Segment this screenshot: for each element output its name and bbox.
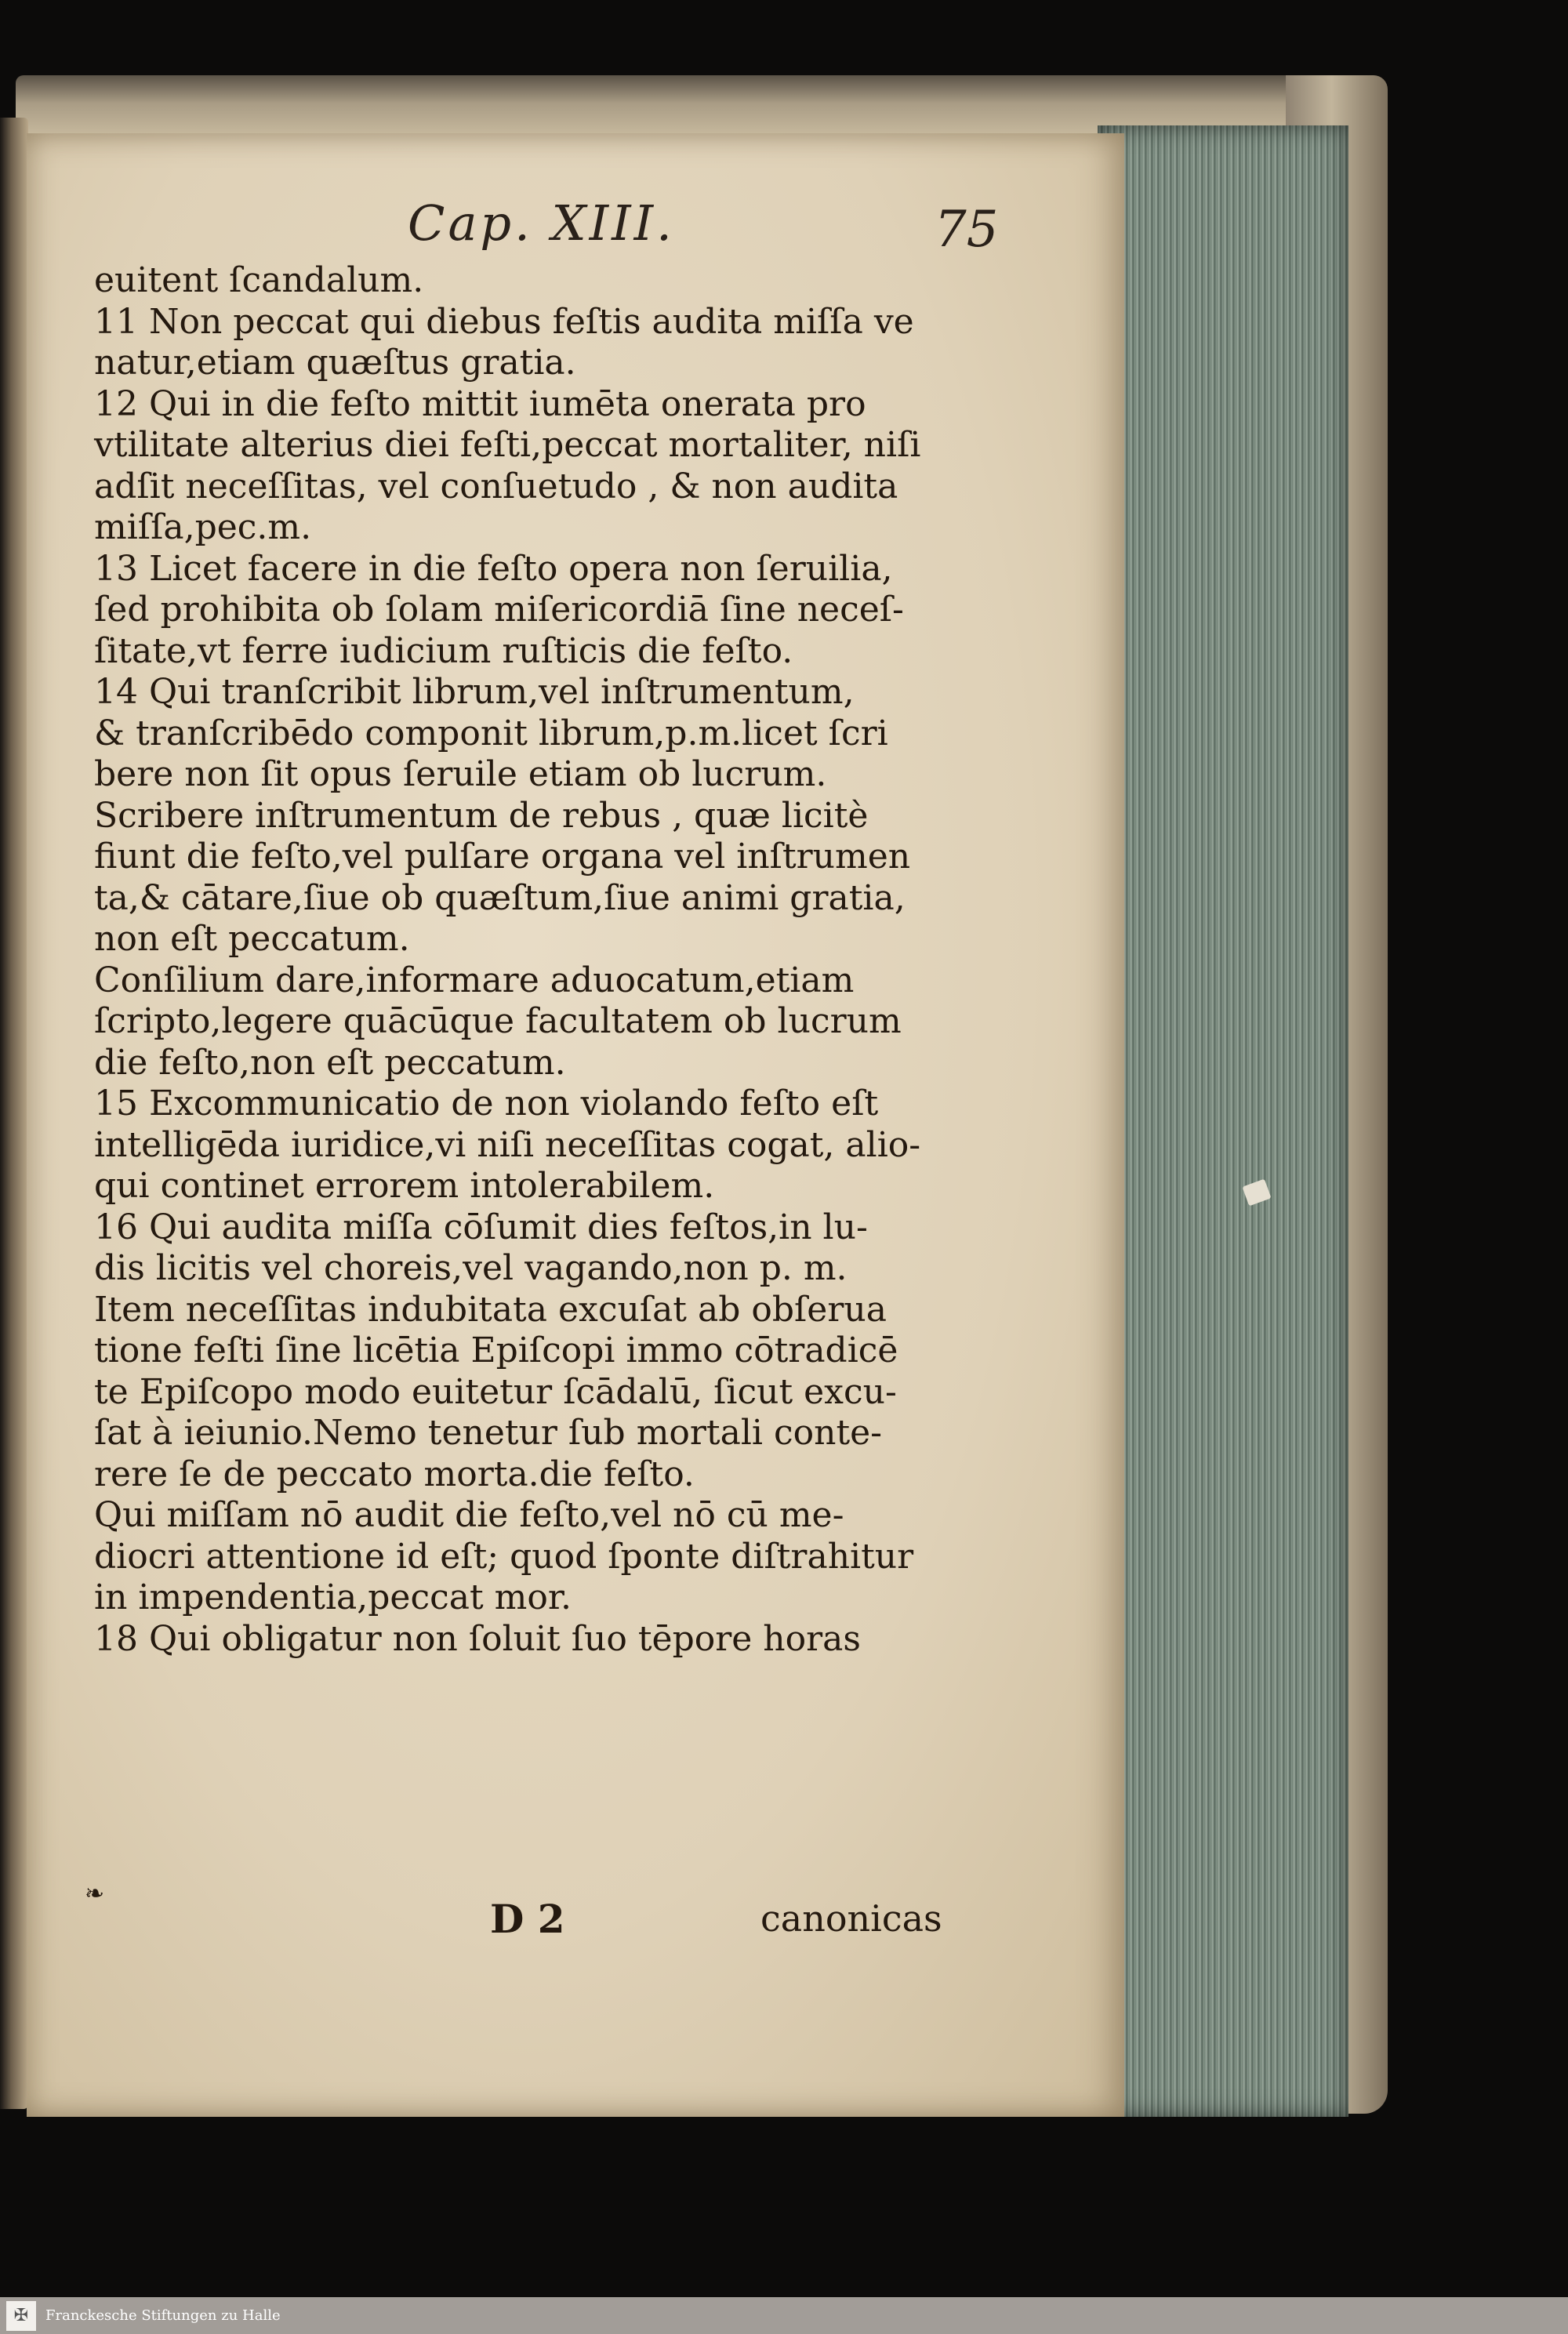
page-number: 75 [935,201,999,259]
text-line: Conſilium dare,informare aduocatum,etiam [94,960,855,1000]
text-line: Scribere inſtrumentum de rebus , quæ licitè [94,795,869,836]
franckesche-logo-icon: ✠ [6,2301,36,2331]
text-line: te Epiſcopo modo euitetur ſcādalū, ſicut excu- [94,1371,897,1412]
running-head: Cap. XIII. [408,194,675,252]
text-line: vtilitate alterius diei feſti,peccat mortaliter, niſi [94,425,921,465]
text-line: non eſt peccatum. [94,919,410,959]
text-line: 15 Excommunicatio de non violando feſto eſt [94,1084,879,1123]
left-page-edge [0,118,28,2109]
text-line: 12 Qui in die feſto mittit iumēta onerata pro [94,383,866,424]
text-line: & tranſcribēdo componit librum,p.m.licet ſcri [94,713,888,753]
text-line: dis licitis vel choreis,vel vagando,non p. m. [94,1248,848,1288]
text-line: Qui miſſam nō audit die feſto,vel nō cū me- [94,1495,844,1535]
printer-mark: ❧ [85,1880,105,1907]
text-line: natur,etiam quæſtus gratia. [94,343,576,383]
catchword: canonicas [760,1897,942,1940]
text-line: intelligēda iuridice,vi niſi neceſſitas cogat, alio- [94,1124,921,1165]
text-line: miſſa,pec.m. [94,507,312,547]
text-line: 16 Qui audita miſſa cōſumit dies feſtos,in lu- [94,1207,868,1247]
text-line: ta,& cātare,ſiue ob quæſtum,ſiue animi gratia, [94,877,906,918]
text-line: fiunt die feſto,vel pulſare organa vel inſtrumen [94,837,911,877]
body-text [94,260,972,1660]
text-line: 18 Qui obligatur non ſoluit ſuo tēpore horas [94,1618,861,1659]
text-line: adſit neceſſitas, vel conſuetudo , & non audita [94,466,898,506]
text-line: diocri attentione id eſt; quod ſponte diſtrahitur [94,1536,914,1577]
text-line: qui continet errorem intolerabilem. [94,1166,715,1206]
text-line: ſcripto,legere quācūque facultatem ob lucrum [94,1001,902,1041]
text-line: in impendentia,peccat mor. [94,1577,572,1617]
text-line: rere ſe de peccato morta.die feſto. [94,1454,695,1494]
page-fore-edge [1098,125,1348,2117]
text-line: bere non ſit opus ſeruile etiam ob lucrum. [94,754,827,794]
text-line: 11 Non peccat qui diebus feſtis audita miſſa ve [94,301,914,342]
footer-credit: Franckesche Stiftungen zu Halle [45,2307,281,2324]
text-line: ſitate,vt ferre iudicium ruſticis die feſto. [94,630,793,671]
text-line: tione feſti ſine licētia Epiſcopi immo cōtradicē [94,1330,898,1370]
text-line: ſat à ieiunio.Nemo tenetur ſub mortali conte- [94,1413,883,1453]
text-line: ſed prohibita ob ſolam miſericordiā ſine neceſ- [94,590,904,630]
viewer-footer [0,2297,1568,2334]
text-line: Item neceſſitas indubitata excuſat ab obſerua [94,1289,887,1330]
signature-mark: D 2 [490,1896,565,1942]
text-line: die feſto,non eſt peccatum. [94,1042,566,1083]
text-line: 13 Licet facere in die feſto opera non ſeruilia, [94,548,893,589]
text-line: 14 Qui tranſcribit librum,vel inſtrumentum, [94,672,855,712]
text-line: euitent ſcandalum. [94,260,424,300]
